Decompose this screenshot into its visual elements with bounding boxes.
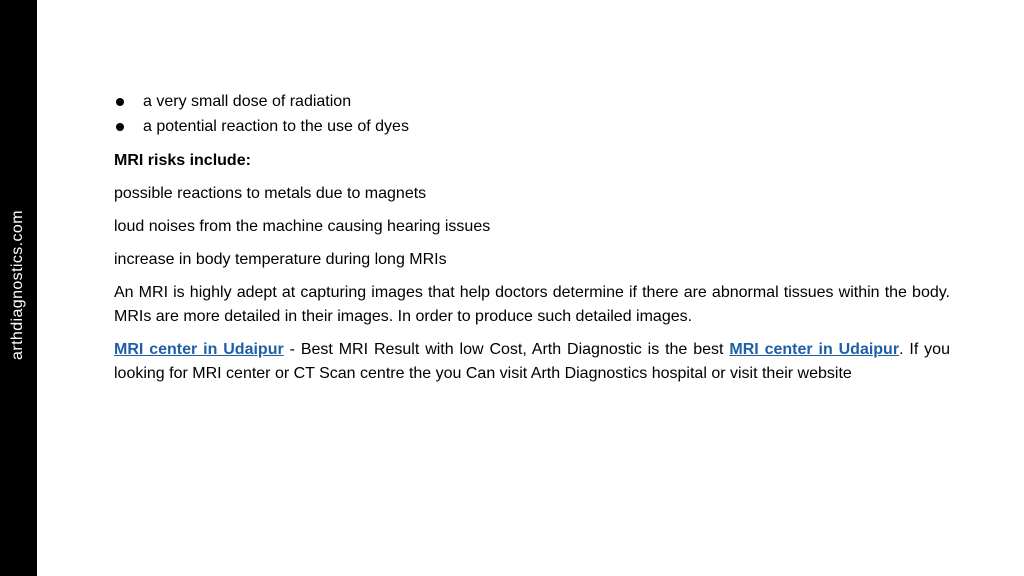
risk-item: possible reactions to metals due to magnets	[114, 185, 427, 202]
mri-description-paragraph: An MRI is highly adept at capturing images that help doctors determine if there are abnormal tissues within the body. MRIs are more detailed in their images. In order to produce such detailed images.	[114, 284, 950, 325]
paragraph-text-2: . If you looking for MRI center or CT Scan centre the you Can visit Arth Diagnostics hospital or visit their website	[114, 341, 950, 382]
risk-item: increase in body temperature during long MRIs	[114, 251, 447, 268]
mri-center-link-2[interactable]: MRI center in Udaipur	[729, 341, 900, 358]
sidebar	[0, 0, 37, 576]
sidebar-site-text: arthdiagnostics.com	[9, 210, 26, 360]
paragraph-text: - Best MRI Result with low Cost, Arth Diagnostic is the best	[283, 341, 730, 358]
bullet-icon	[116, 123, 124, 131]
mri-center-paragraph	[114, 338, 950, 386]
bullet-icon	[116, 98, 124, 106]
bullet-item	[114, 90, 950, 115]
bullet-list	[114, 90, 950, 140]
document-content	[114, 90, 950, 386]
mri-center-link[interactable]: MRI center in Udaipur	[114, 341, 284, 358]
bullet-text: a very small dose of radiation	[143, 93, 352, 110]
risk-item: loud noises from the machine causing hearing issues	[114, 218, 491, 235]
bullet-text: a potential reaction to the use of dyes	[143, 118, 409, 135]
risks-heading: MRI risks include:	[114, 152, 251, 169]
bullet-item	[114, 115, 950, 140]
